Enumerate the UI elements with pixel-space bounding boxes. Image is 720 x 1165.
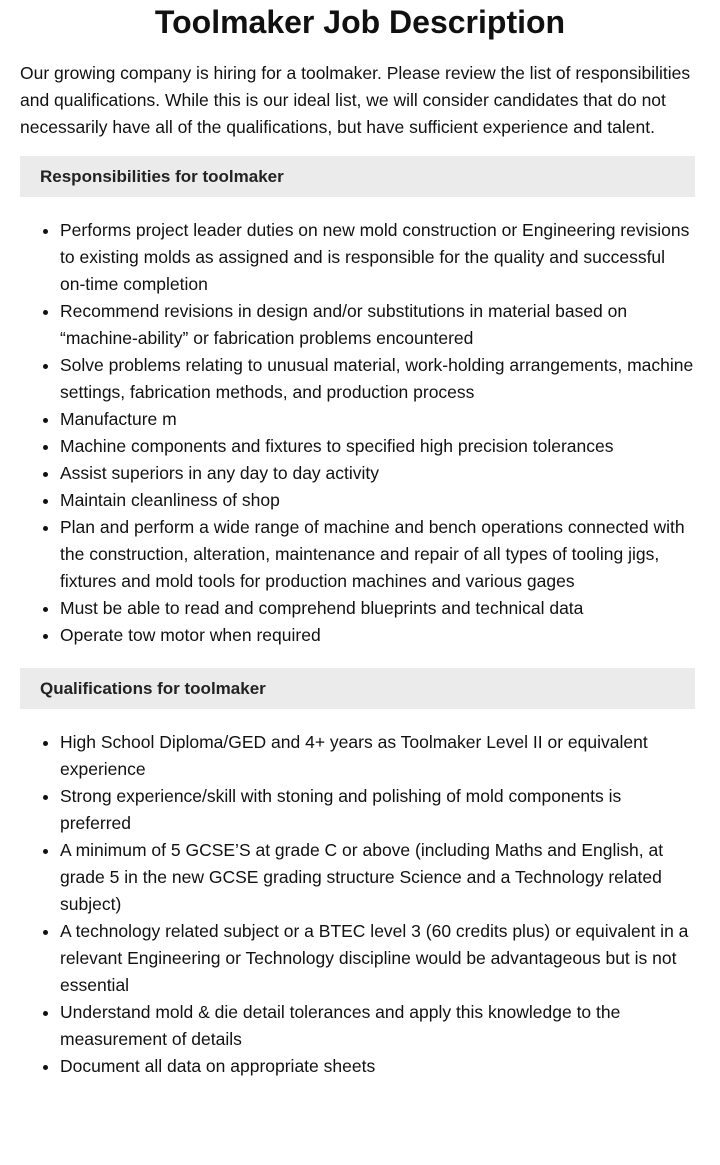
responsibilities-heading: Responsibilities for toolmaker <box>20 156 695 197</box>
intro-paragraph: Our growing company is hiring for a toolmaker. Please review the list of responsibilities and qualifications. While this is our ideal list, we will consider candidates that do not necessarily have all of the qualifications, but have sufficient experience and talent. <box>20 63 691 137</box>
list-item: • Understand mold & die detail tolerances and apply this knowledge to the measurement of details <box>60 999 695 1053</box>
list-item: • Strong experience/skill with stoning and polishing of mold components is preferred <box>60 783 695 837</box>
list-item: • High School Diploma/GED and 4+ years as Toolmaker Level II or equivalent experience <box>60 729 695 783</box>
qualifications-list <box>20 729 695 1080</box>
list-item: • Solve problems relating to unusual material, work-holding arrangements, machine settings, fabrication methods, and production process <box>60 352 695 406</box>
list-item: • Document all data on appropriate sheets <box>60 1053 695 1080</box>
list-item: • Must be able to read and comprehend blueprints and technical data <box>60 595 695 622</box>
list-item: • Recommend revisions in design and/or substitutions in material based on “machine-ability” or fabrication problems encountered <box>60 298 695 352</box>
list-item: • Operate tow motor when required <box>60 622 695 649</box>
list-item: • Plan and perform a wide range of machine and bench operations connected with the construction, alteration, maintenance and repair of all types of tooling jigs, fixtures and mold tools for production machines and various gages <box>60 514 695 595</box>
list-item: • Manufacture m <box>60 406 695 433</box>
list-item: • A technology related subject or a BTEC level 3 (60 credits plus) or equivalent in a relevant Engineering or Technology discipline would be advantageous but is not essential <box>60 918 695 999</box>
responsibilities-list <box>20 217 695 649</box>
list-item: • Machine components and fixtures to specified high precision tolerances <box>60 433 695 460</box>
list-item: • Performs project leader duties on new mold construction or Engineering revisions to existing molds as assigned and is responsible for the quality and successful on-time completion <box>60 217 695 298</box>
list-item: • Assist superiors in any day to day activity <box>60 460 695 487</box>
qualifications-heading: Qualifications for toolmaker <box>20 668 695 709</box>
list-item: • A minimum of 5 GCSE’S at grade C or above (including Maths and English, at grade 5 in the new GCSE grading structure Science and a Technology related subject) <box>60 837 695 918</box>
page-title: Toolmaker Job Description <box>154 4 566 40</box>
list-item: • Maintain cleanliness of shop <box>60 487 695 514</box>
